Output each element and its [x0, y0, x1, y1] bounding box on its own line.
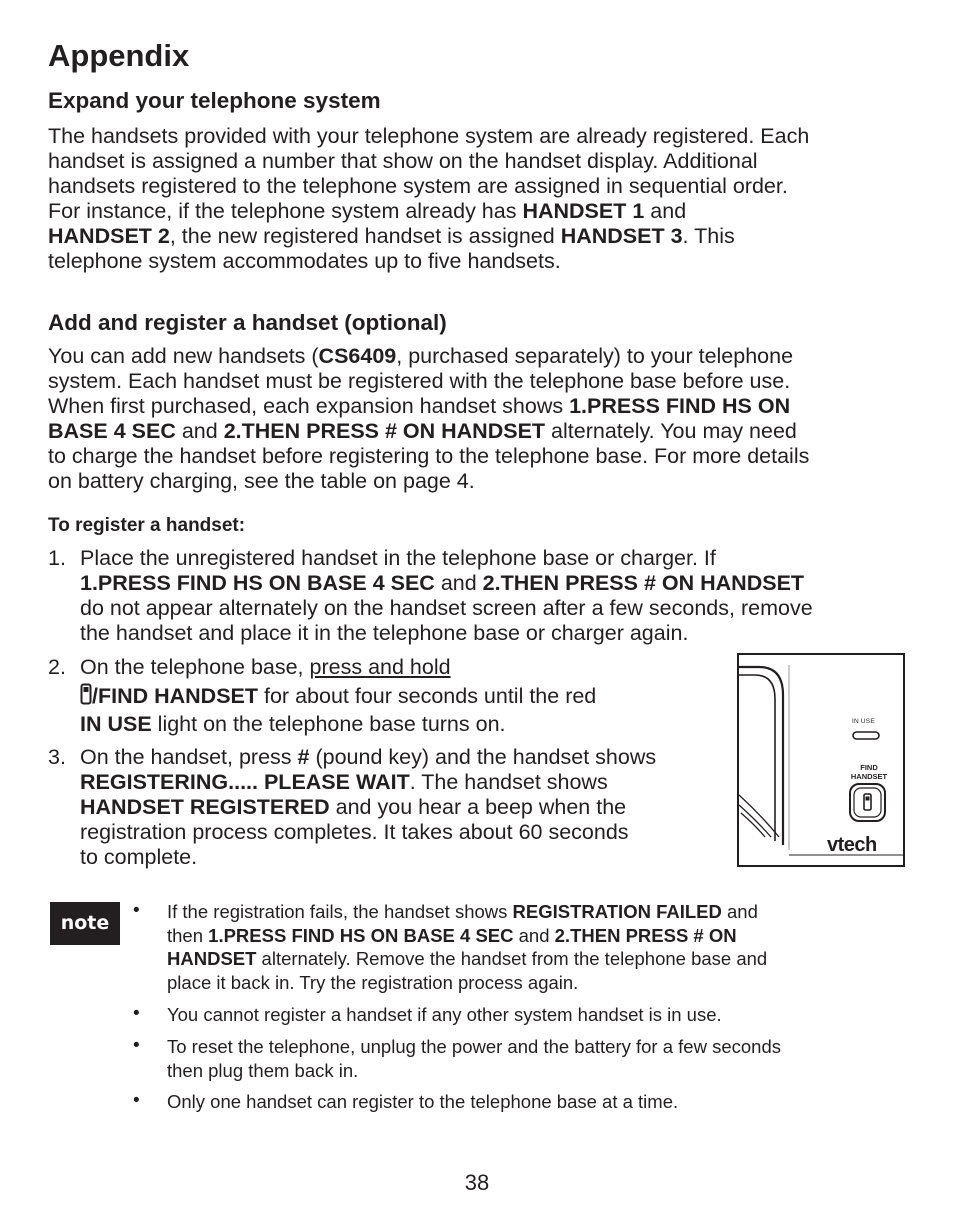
text-line: The handsets provided with your telephone system are already registered. Each	[48, 124, 810, 148]
text-run-underlined: press and hold	[309, 655, 451, 679]
text-run: For instance, if the telephone system already has	[48, 199, 523, 223]
vtech-logo: vtech	[827, 834, 877, 856]
text-run: When first purchased, each expansion handset shows	[48, 394, 570, 418]
step-3	[80, 745, 720, 870]
text-line	[80, 770, 720, 795]
text-run-bold: /FIND HANDSET	[92, 684, 259, 708]
text-line	[80, 683, 720, 709]
section-heading-add: Add and register a handset (optional)	[48, 310, 447, 335]
text-line: place it back in. Try the registration process again.	[167, 971, 579, 993]
text-line	[80, 712, 720, 737]
text-run-bold: 2.THEN PRESS # ON HANDSET	[482, 571, 805, 595]
in-use-label: IN USE	[852, 718, 875, 725]
text-line: the handset and place it in the telephone base or charger again.	[80, 621, 689, 645]
text-line: handset is assigned a number that show on the handset display. Additional	[48, 149, 758, 173]
bullet: •	[133, 900, 140, 921]
text-run-bold: HANDSET 2	[48, 224, 170, 248]
text-run: light on the telephone base turns on.	[151, 712, 506, 736]
text-run-bold: HANDSET 3	[560, 224, 683, 248]
text-run-bold: 1.PRESS FIND HS ON BASE 4 SEC	[80, 571, 435, 595]
note-badge	[50, 902, 120, 945]
text-run-bold: CS6409	[318, 344, 397, 368]
text-line: Place the unregistered handset in the telephone base or charger. If	[80, 546, 716, 570]
text-run-bold: 1.PRESS FIND HS ON BASE 4 SEC	[208, 924, 514, 946]
text-line: You cannot register a handset if any other system handset is in use.	[167, 1004, 722, 1025]
expand-paragraph	[48, 124, 908, 274]
text-line	[48, 199, 908, 224]
text-run: You can add new handsets (	[48, 344, 319, 368]
telephone-base-illustration	[737, 653, 905, 867]
step-1	[80, 546, 910, 646]
text-line	[80, 571, 910, 596]
step-number: 2.	[48, 655, 66, 679]
text-line	[48, 419, 908, 444]
text-line	[80, 745, 720, 770]
text-line	[48, 394, 908, 419]
text-line: handsets registered to the telephone system are assigned in sequential order.	[48, 174, 788, 198]
page-number: 38	[464, 1170, 490, 1195]
text-line: To reset the telephone, unplug the power and the battery for a few seconds	[167, 1036, 781, 1057]
text-run-bold: REGISTRATION FAILED	[512, 901, 722, 922]
text-run: alternately. You may need	[545, 419, 797, 443]
note-item-3	[167, 1035, 867, 1082]
text-run: and	[721, 901, 758, 922]
text-line	[48, 344, 908, 369]
base-outline-drawing	[739, 655, 903, 865]
text-run-bold: REGISTERING..... PLEASE WAIT	[80, 770, 410, 794]
text-line	[80, 655, 720, 680]
note-item-4	[167, 1090, 867, 1114]
text-line	[167, 924, 867, 948]
text-run-bold: HANDSET 1	[522, 199, 645, 223]
text-run-bold: 1.PRESS FIND HS ON	[569, 394, 791, 418]
section-heading-expand: Expand your telephone system	[48, 88, 381, 113]
note-item-1	[167, 900, 867, 994]
page-title: Appendix	[48, 38, 190, 73]
text-run: , purchased separately) to your telephone	[396, 344, 794, 368]
text-run: . The handset shows	[409, 770, 608, 794]
text-line: do not appear alternately on the handset screen after a few seconds, remove	[80, 596, 813, 620]
subheading-register: To register a handset:	[48, 515, 246, 536]
text-run-bold: IN USE	[80, 712, 152, 736]
text-run: for about four seconds until the red	[258, 684, 597, 708]
text-line: to complete.	[80, 845, 198, 869]
bullet: •	[133, 1003, 140, 1024]
text-run-bold: #	[297, 745, 310, 769]
text-line	[80, 795, 720, 820]
find-handset-label	[847, 764, 891, 781]
text-line	[48, 224, 908, 249]
bullet: •	[133, 1035, 140, 1056]
text-run-bold: HANDSET REGISTERED	[80, 795, 330, 819]
add-paragraph	[48, 344, 908, 494]
text-run-bold: BASE 4 SEC	[48, 419, 176, 443]
text-run-bold: 2.THEN PRESS # ON	[554, 924, 737, 946]
text-run: On the handset, press	[80, 745, 298, 769]
text-run: (pound key) and the handset shows	[309, 745, 657, 769]
note-item-2	[167, 1003, 867, 1027]
text-run: On the telephone base,	[80, 655, 310, 679]
text-run: . This	[682, 224, 735, 248]
note-badge-label: note	[60, 912, 110, 934]
text-line: to charge the handset before registering to the telephone base. For more details	[48, 444, 810, 468]
text-line: registration process completes. It takes about 60 seconds	[80, 820, 629, 844]
text-run: and	[434, 571, 483, 595]
text-line: telephone system accommodates up to five handsets.	[48, 249, 561, 273]
step-number: 3.	[48, 745, 66, 769]
text-run-bold: HANDSET	[167, 948, 257, 969]
text-line: on battery charging, see the table on page 4.	[48, 469, 475, 493]
text-run: , the new registered handset is assigned	[169, 224, 561, 248]
text-line: Only one handset can register to the telephone base at a time.	[167, 1091, 679, 1112]
text-run: and you hear a beep when the	[329, 795, 627, 819]
text-line: then plug them back in.	[167, 1059, 359, 1081]
text-run: then	[167, 924, 209, 946]
step-2	[80, 655, 720, 737]
text-line	[167, 900, 867, 924]
text-run: and	[513, 924, 555, 946]
step-number: 1.	[48, 546, 66, 570]
text-run: If the registration fails, the handset shows	[167, 901, 513, 922]
text-line: system. Each handset must be registered with the telephone base before use.	[48, 369, 791, 393]
text-run: alternately. Remove the handset from the telephone base and	[256, 948, 768, 969]
bullet: •	[133, 1090, 140, 1111]
text-run-bold: 2.THEN PRESS # ON HANDSET	[223, 419, 546, 443]
text-line	[167, 947, 867, 971]
find-label-line: FIND	[860, 763, 878, 772]
find-label-line: HANDSET	[850, 771, 888, 781]
handset-icon	[80, 683, 92, 705]
text-run: and	[644, 199, 687, 223]
text-run: and	[175, 419, 224, 443]
